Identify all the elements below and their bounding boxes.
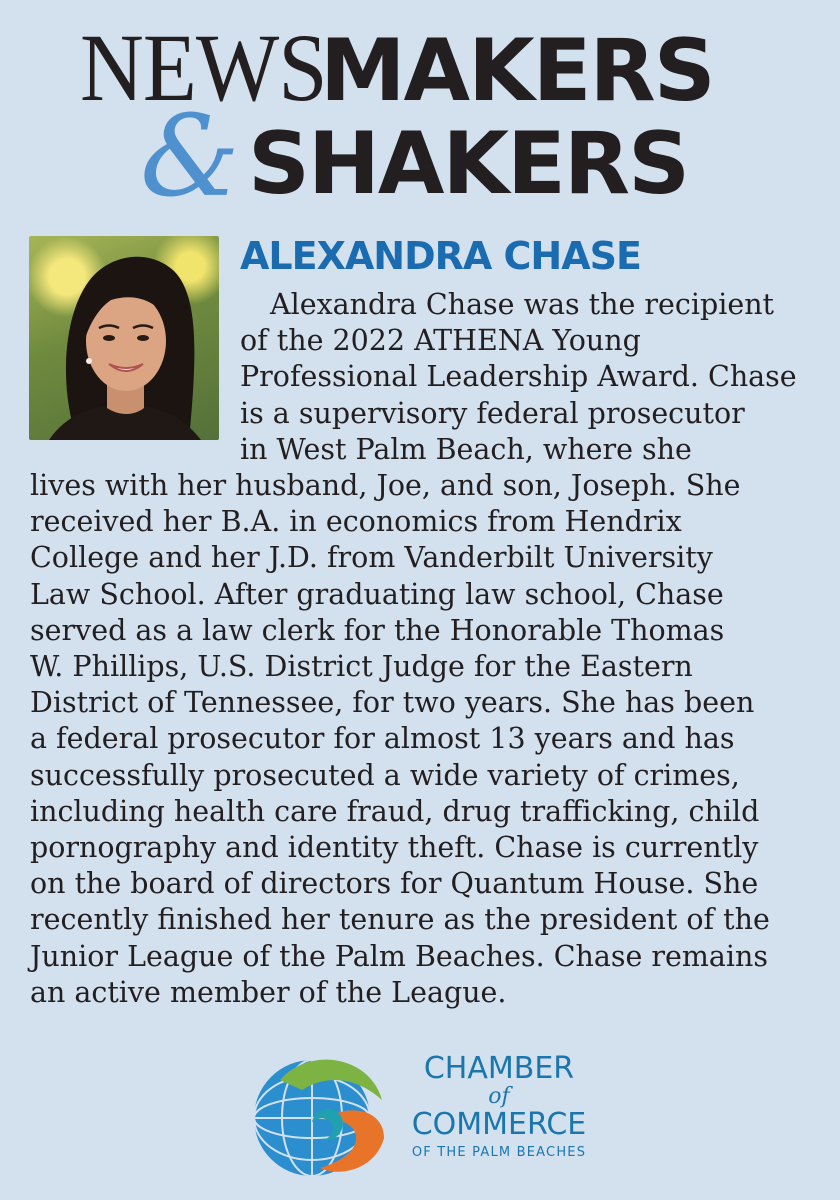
bio-line: successfully prosecuted a wide variety of crimes, — [30, 758, 740, 792]
bio-line: lives with her husband, Joe, and son, Joseph. She — [30, 469, 741, 503]
bio-line: in West Palm Beach, where she — [240, 432, 692, 466]
bio-line: Law School. After graduating law school, Chase — [30, 577, 724, 611]
chamber-wordmark — [404, 1052, 594, 1162]
chamber-line: CHAMBER — [423, 1051, 575, 1086]
bio-line: on the board of directors for Quantum House. She — [30, 867, 759, 901]
profile-bio — [30, 287, 820, 1011]
masthead-ampersand: & — [140, 92, 240, 222]
bio-line: of the 2022 ATHENA Young — [240, 324, 641, 358]
bio-line: is a supervisory federal prosecutor — [240, 396, 745, 430]
bio-line: including health care fraud, drug trafficking, child — [30, 794, 760, 828]
bio-line: recently finished her tenure as the president of the — [30, 903, 770, 937]
bio-line: Professional Leadership Award. Chase — [240, 360, 797, 394]
masthead — [0, 0, 840, 220]
masthead-news: NEWS — [80, 14, 327, 121]
profile-name: ALEXANDRA CHASE — [240, 234, 641, 278]
bio-line: District of Tennessee, for two years. She has been — [30, 686, 755, 720]
bio-line: College and her J.D. from Vanderbilt University — [30, 541, 713, 575]
bio-line: served as a law clerk for the Honorable Thomas — [30, 613, 725, 647]
bio-line: pornography and identity theft. Chase is currently — [30, 831, 759, 865]
masthead-shakers: SHAKERS — [248, 114, 689, 214]
bio-line: a federal prosecutor for almost 13 years and has — [30, 722, 735, 756]
commerce-line: COMMERCE — [411, 1107, 587, 1142]
bio-line: Junior League of the Palm Beaches. Chase remains — [30, 939, 769, 973]
bio-line: received her B.A. in economics from Hendrix — [30, 505, 682, 539]
bio-line: Alexandra Chase was the recipient — [270, 288, 775, 321]
chamber-of: of — [488, 1084, 510, 1109]
palm-beaches-line: OF THE PALM BEACHES — [411, 1145, 587, 1160]
masthead-makers: MAKERS — [319, 21, 714, 121]
chamber-logo-icon — [250, 1050, 390, 1180]
bio-line: an active member of the League. — [30, 975, 507, 1009]
bio-line: W. Phillips, U.S. District Judge for the Eastern — [30, 650, 693, 684]
